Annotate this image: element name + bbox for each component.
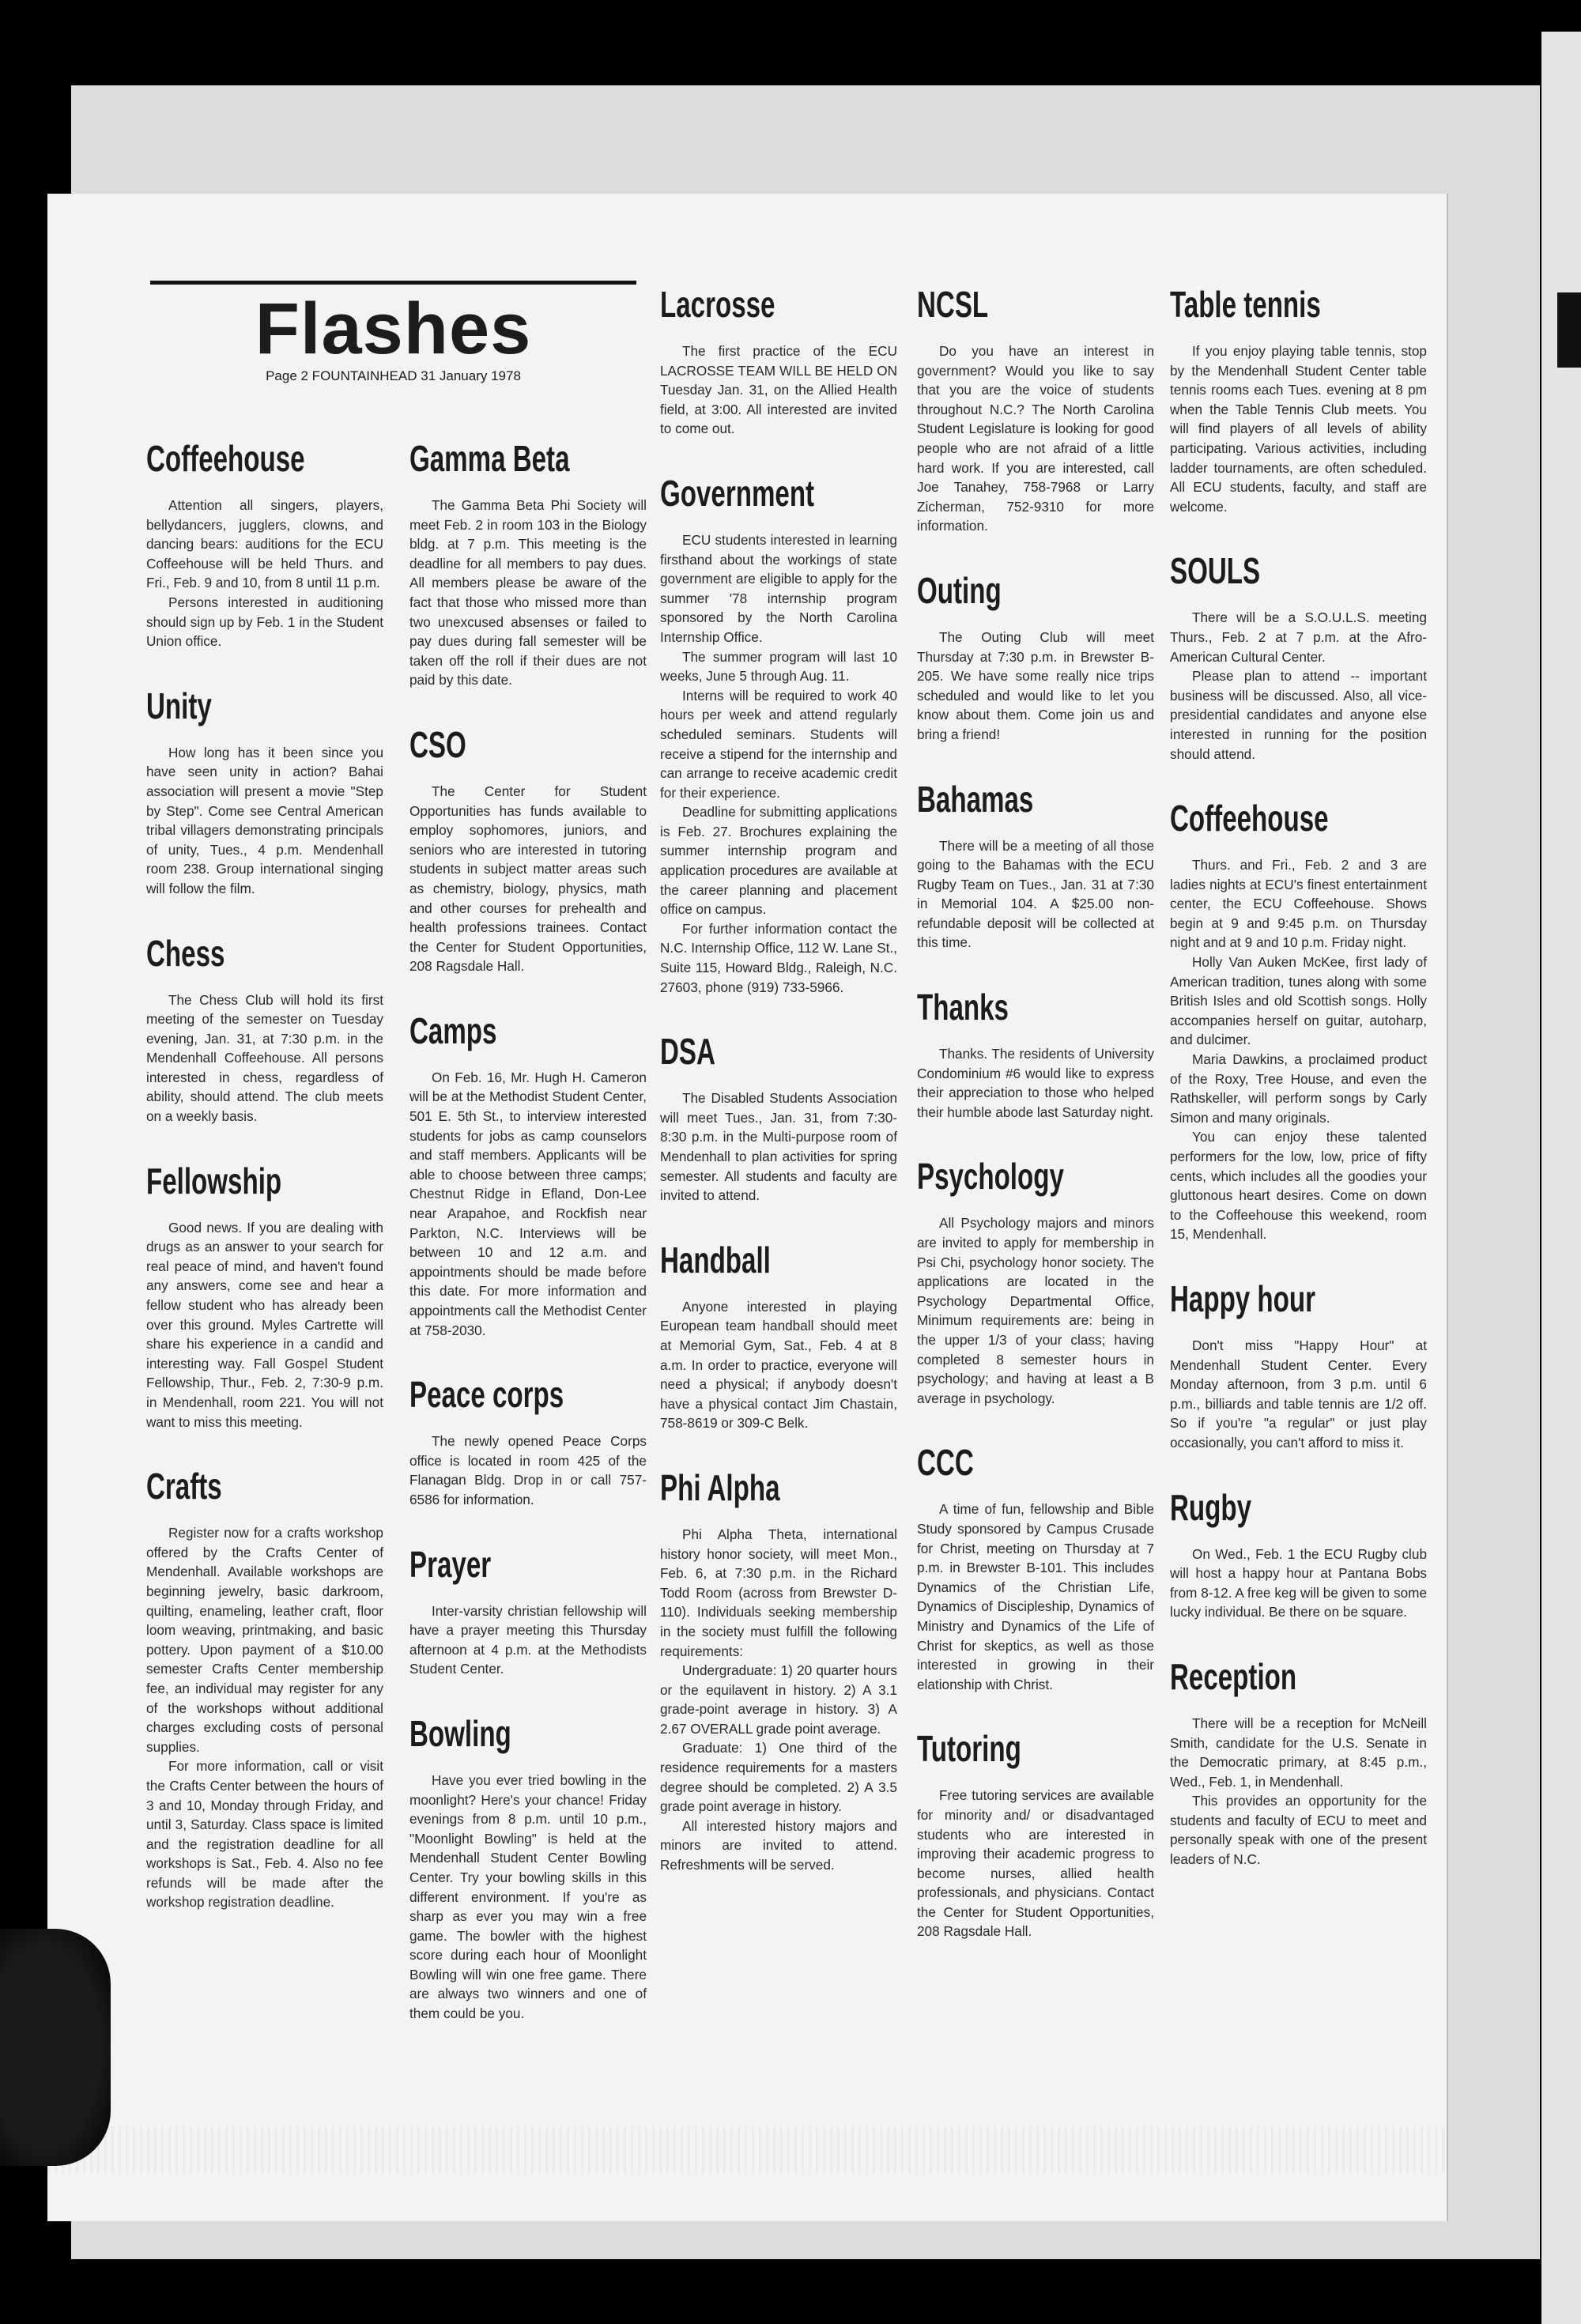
article-unity [146, 686, 383, 899]
article-headline: Lacrosse [660, 284, 775, 325]
article-paragraph: The Gamma Beta Phi Society will meet Feb. 2 in room 103 in the Biology bldg. at 7 p.m. This meeting is the deadline for all members to pay dues. All members please be aware of the fact that those who missed more than two unexcused absenses or failed to pay dues during fall semester will be taken off the roll if their dues are not paid by this date. [409, 497, 647, 689]
article-headline: Psychology [917, 1156, 1064, 1198]
article-paragraph: Have you ever tried bowling in the moonlight? Here's your chance! Friday evenings from 8 p.m. until 10 p.m., "Moonlight Bowling" is held at the Mendenhall Student Center Bowling Center. Try your bowling skills in this different environment. If you're as sharp as ever you may win a free game. The bowler with the highest score during each hour of Moonlight Bowling will win one free game. There are always two winners and one of them could be you. [409, 1771, 647, 2022]
article-paragraph: Deadline for submitting applications is Feb. 27. Brochures explaining the summer internship program and application procedures are available at the career planning and placement office on campus. [660, 804, 897, 918]
article-paragraph: All interested history majors and minors are invited to attend. Refreshments will be served. [660, 1817, 897, 1873]
article-paragraph: This provides an opportunity for the students and faculty of ECU to meet and personally speak with one of the present leaders of N.C. [1170, 1793, 1427, 1868]
article-handball [660, 1240, 897, 1433]
article-paragraph: On Feb. 16, Mr. Hugh H. Cameron will be at the Methodist Student Center, 501 E. 5th St., to interview interested students for jobs as camp counselors and staff members. Applicants will be able to choose between three camps; Chestnut Ridge in Efland, Don-Lee near Arapahoe, and Rockfish near Parkton, N.C. Interviews will be between 10 and 12 a.m. and appointments should be made before this date. For more information and appointments call the Methodist Center at 758-2030. [409, 1069, 647, 1338]
article-bahamas [917, 779, 1154, 953]
article-paragraph: Free tutoring services are available for minority and/ or disadvantaged students who are interested in improving their academic progress to become nurses, allied health professionals, and physicians. Contact the Center for Student Opportunities, 208 Ragsdale Hall. [917, 1787, 1154, 1940]
article-headline: SOULS [1170, 550, 1261, 592]
article-paragraph: Thurs. and Fri., Feb. 2 and 3 are ladies nights at ECU's finest entertainment center, the ECU Coffeehouse. Shows begin at 9 and 9:45 p.m. on Thursday night and at 9 and 10 p.m. Friday night. [1170, 857, 1427, 951]
article-headline: Camps [409, 1009, 497, 1051]
article-headline: Tutoring [917, 1728, 1021, 1770]
article-paragraph: The first practice of the ECU LACROSSE TEAM WILL BE HELD ON Tuesday Jan. 31, on the Allied Health field, at 3:00. All interested are invited to come out. [660, 343, 897, 437]
article-headline: Bahamas [917, 778, 1034, 820]
article-paragraph: For more information, call or visit the Crafts Center between the hours of 3 and 10, Monday through Friday, and until 3, Saturday. Class space is limited and the registration deadline for all workshops is Sat., Feb. 4. Also no fee refunds will be made after the workshop registration deadline. [146, 1758, 383, 1911]
adjacent-page-mark [1557, 292, 1581, 368]
article-paragraph: On Wed., Feb. 1 the ECU Rugby club will host a happy hour at Pantana Bobs from 8-12. A free keg will be given to some lucky individual. Be there on be square. [1170, 1545, 1427, 1620]
article-headline: Table tennis [1170, 284, 1321, 325]
article-headline: Thanks [917, 987, 1009, 1028]
article-paragraph: Inter-varsity christian fellowship will have a prayer meeting this Thursday afternoon at 4 p.m. at the Methodists Student Center. [409, 1602, 647, 1677]
article-psychology [917, 1156, 1154, 1408]
page-info: Page 2 FOUNTAINHEAD 31 January 1978 [266, 368, 521, 383]
article-paragraph: If you enjoy playing table tennis, stop by the Mendenhall Student Center table tennis rooms each Tues. evening at 8 pm when the Table Tennis Club meets. You will find players of all levels of ability participating. Various activities, including ladder tournaments, are often scheduled. All ECU students, faculty, and staff are welcome. [1170, 343, 1427, 515]
column-5 [1170, 285, 1427, 1904]
article-paragraph: There will be a reception for McNeill Smith, candidate for the U.S. Senate in the Democratic primary, at 8:45 p.m., Wed., Feb. 1, in Mendenhall. [1170, 1715, 1427, 1790]
article-headline: Fellowship [146, 1160, 282, 1202]
adjacent-page-edge [1541, 32, 1581, 2324]
article-paragraph: Graduate: 1) One third of the residence requirements for a masters degree should be completed. 2) A 3.5 grade point average in history. [660, 1740, 897, 1815]
article-paragraph: Do you have an interest in government? Would you like to say that you are the voice of students throughout N.C.? The North Carolina Student Legislature is looking for good people who are not afraid of a little hard work. If you are interested, call Joe Tanahey, 758-7968 or Larry Zicherman, 752-9310 for more information. [917, 343, 1154, 534]
article-headline: Coffeehouse [1170, 798, 1329, 839]
article-paragraph: Undergraduate: 1) 20 quarter hours or the equilavent in history. 2) A 3.1 grade-point average in history. 3) A 2.67 OVERALL grade point average. [660, 1662, 897, 1737]
article-headline: Government [660, 472, 815, 514]
article-ccc [917, 1443, 1154, 1694]
article-headline: Coffeehouse [146, 438, 305, 479]
article-coffeehouse [146, 439, 383, 651]
article-lacrosse [660, 285, 897, 439]
article-reception [1170, 1657, 1427, 1869]
article-headline: NCSL [917, 284, 989, 325]
article-government [660, 473, 897, 997]
article-headline: Gamma Beta [409, 438, 570, 479]
article-paragraph: Don't miss "Happy Hour" at Mendenhall Student Center. Every Monday afternoon, from 3 p.m. until 6 p.m., billiards and table tennis are 1/2 off. So if you're "a regular" or just play occasionally, you can't afford to miss it. [1170, 1337, 1427, 1451]
article-chess [146, 934, 383, 1126]
article-peace-corps [409, 1375, 647, 1509]
article-paragraph: The Disabled Students Association will meet Tues., Jan. 31, from 7:30-8:30 p.m. in the Multi-purpose room of Mendenhall to plan activities for spring semester. All students and faculty are invited to attend. [660, 1090, 897, 1204]
section-title: Flashes [255, 289, 532, 369]
article-thanks [917, 987, 1154, 1122]
article-paragraph: Good news. If you are dealing with drugs as an answer to your search for real peace of mind, and haven't found any answers, come see and hear a fellow student who has already been over this ground. Myles Cartrette will share his experience in a candid and interesting way. Fall Gospel Student Fellowship, Thur., Feb. 2, 7:30-9 p.m. in Mendenhall, room 221. You will not want to miss this meeting. [146, 1219, 383, 1430]
article-headline: Phi Alpha [660, 1466, 780, 1508]
article-bowling [409, 1714, 647, 2024]
column-3 [660, 285, 897, 1910]
article-paragraph: The Outing Club will meet Thursday at 7:30 p.m. in Brewster B-205. We have some really nice trips scheduled and would like to let you know about them. Come join us and bring a friend! [917, 628, 1154, 742]
article-paragraph: Interns will be required to work 40 hours per week and attend regularly scheduled seminars. Students will receive a stipend for the internship and can arrange to receive academic credit for their experience. [660, 687, 897, 801]
article-paragraph: Phi Alpha Theta, international history honor society, will meet Mon., Feb. 6, at 7:30 p.m. in the Richard Todd Room (across from Brewster D-110). Individuals seeking membership in the society must fulfill the following requirements: [660, 1526, 897, 1659]
article-cso [409, 725, 647, 976]
holding-thumb [0, 1929, 111, 2166]
article-headline: Handball [660, 1239, 771, 1281]
article-paragraph: ECU students interested in learning firsthand about the workings of state government are eligible to apply for the summer '78 internship program sponsored by the North Carolina Internship Office. [660, 531, 897, 645]
article-table-tennis [1170, 285, 1427, 516]
article-gamma-beta [409, 439, 647, 690]
masthead-rule [150, 281, 636, 285]
article-outing [917, 571, 1154, 745]
article-coffeehouse [1170, 798, 1427, 1244]
article-phi-alpha [660, 1468, 897, 1875]
article-dsa [660, 1032, 897, 1205]
column-1 [146, 439, 383, 1947]
article-rugby [1170, 1488, 1427, 1622]
article-paragraph: There will be a S.O.U.L.S. meeting Thurs., Feb. 2 at 7 p.m. at the Afro-American Cultural Center. [1170, 609, 1427, 665]
article-paragraph: Thanks. The residents of University Condominium #6 would like to express their appreciation to those who helped their humble abode last Saturday night. [917, 1046, 1154, 1120]
article-paragraph: A time of fun, fellowship and Bible Study sponsored by Campus Crusade for Christ, meeting on Thursday at 7 p.m. in Brewster B-101. This includes Dynamics of the Christian Life, Dynamics of Discipleship, Dynamics of Ministry and Dynamics of the Life of Christ for skeptics, as well as those interested in growing in their elationship with Christ. [917, 1501, 1154, 1692]
article-paragraph: Attention all singers, players, bellydancers, jugglers, clowns, and dancing bears: auditions for the ECU Coffeehouse will be held Thurs. and Fri., Feb. 9 and 10, from 8 until 11 p.m. [146, 497, 383, 591]
article-headline: CSO [409, 723, 466, 765]
article-paragraph: The Chess Club will hold its first meeting of the semester on Tuesday evening, Jan. 31, at 7:30 p.m. in the Mendenhall Coffeehouse. All persons interested in chess, regardless of ability, should attend. The club meets on a weekly basis. [146, 991, 383, 1125]
article-paragraph: Maria Dawkins, a proclaimed product of the Roxy, Tree House, and even the Rathskeller, will perform songs by Carly Simon and many originals. [1170, 1051, 1427, 1126]
article-paragraph: For further information contact the N.C. Internship Office, 112 W. Lane St., Suite 115, Howard Bldg., Raleigh, N.C. 27603, phone (919) 733-5966. [660, 920, 897, 995]
article-headline: Crafts [146, 1466, 222, 1507]
article-paragraph: Holly Van Auken McKee, first lady of American tradition, tunes along with some British Isles and old Scottish songs. Holly accompanies herself on guitar, autoharp, and dulcimer. [1170, 954, 1427, 1048]
article-paragraph: The newly opened Peace Corps office is located in room 425 of the Flanagan Bldg. Drop in or call 757-6586 for information. [409, 1433, 647, 1507]
article-tutoring [917, 1729, 1154, 1941]
article-headline: DSA [660, 1031, 715, 1073]
article-fellowship [146, 1161, 383, 1432]
column-2 [409, 439, 647, 2058]
article-headline: Outing [917, 569, 1002, 611]
article-camps [409, 1011, 647, 1340]
article-happy-hour [1170, 1279, 1427, 1453]
column-4 [917, 285, 1154, 1976]
article-headline: Rugby [1170, 1486, 1252, 1528]
article-crafts [146, 1466, 383, 1912]
article-paragraph: Persons interested in auditioning should sign up by Feb. 1 in the Student Union office. [146, 594, 383, 650]
article-paragraph: There will be a meeting of all those going to the Bahamas with the ECU Rugby Team on Tues., Jan. 31 at 7:30 in Memorial 104. A $25.00 non-refundable deposit will be collected at this time. [917, 837, 1154, 951]
article-paragraph: All Psychology majors and minors are invited to apply for membership in Psi Chi, psychology honor society. The applications are located in the Psychology Departmental Office, Minimum requirements are: being in the upper 1/3 of your class; having completed 8 semester hours in psychology; and having at least a B average in psychology. [917, 1215, 1154, 1406]
article-prayer [409, 1545, 647, 1679]
article-headline: Prayer [409, 1543, 492, 1585]
page-bottom-edge [47, 2126, 1447, 2174]
article-headline: Happy hour [1170, 1277, 1316, 1319]
article-paragraph: Register now for a crafts workshop offered by the Crafts Center of Mendenhall. Available workshops are beginning jewelry, basic darkroom, quilting, enameling, leather craft, floor loom weaving, printmaking, and basic pottery. Upon payment of a $10.00 semester Crafts Center membership fee, an individual may register for any of the workshops without additional charges excluding costs of personal supplies. [146, 1525, 383, 1755]
newspaper-page [47, 194, 1447, 2221]
article-headline: CCC [917, 1442, 974, 1484]
article-headline: Reception [1170, 1655, 1297, 1697]
article-paragraph: Anyone interested in playing European team handball should meet at Memorial Gym, Sat., Feb. 4 at 8 a.m. In order to practice, everyone will need a physical; if anybody doesn't have a physical contact Jim Chastain, 758-8619 or 309-C Belk. [660, 1298, 897, 1432]
article-paragraph: How long has it been since you have seen unity in action? Bahai association will present a movie "Step by Step". Come see Central American tribal villagers demonstrating principals of unity, Tues., 4 p.m. Mendenhall room 238. Group international singing will follow the film. [146, 744, 383, 896]
article-headline: Bowling [409, 1712, 511, 1754]
article-headline: Peace corps [409, 1374, 564, 1416]
article-paragraph: The summer program will last 10 weeks, June 5 through Aug. 11. [660, 648, 897, 685]
article-paragraph: Please plan to attend -- important business will be discussed. Also, all vice-presidential candidates and anyone else interested in running for the position should attend. [1170, 668, 1427, 762]
article-paragraph: The Center for Student Opportunities has funds available to employ sophomores, juniors, and seniors who are interested in tutoring students in subject matter areas such as chemistry, biology, physics, math and other courses for prehealth and health professions trainees. Contact the Center for Student Opportunities, 208 Ragsdale Hall. [409, 783, 647, 975]
article-headline: Chess [146, 932, 225, 974]
article-souls [1170, 551, 1427, 764]
masthead [150, 281, 636, 384]
article-paragraph: You can enjoy these talented performers for the low, low, price of fifty cents, which includes all the goodies your gluttonous heart desires. Come on down to the Coffeehouse this weekend, room 15, Mendenhall. [1170, 1129, 1427, 1243]
article-headline: Unity [146, 685, 212, 726]
article-ncsl [917, 285, 1154, 536]
